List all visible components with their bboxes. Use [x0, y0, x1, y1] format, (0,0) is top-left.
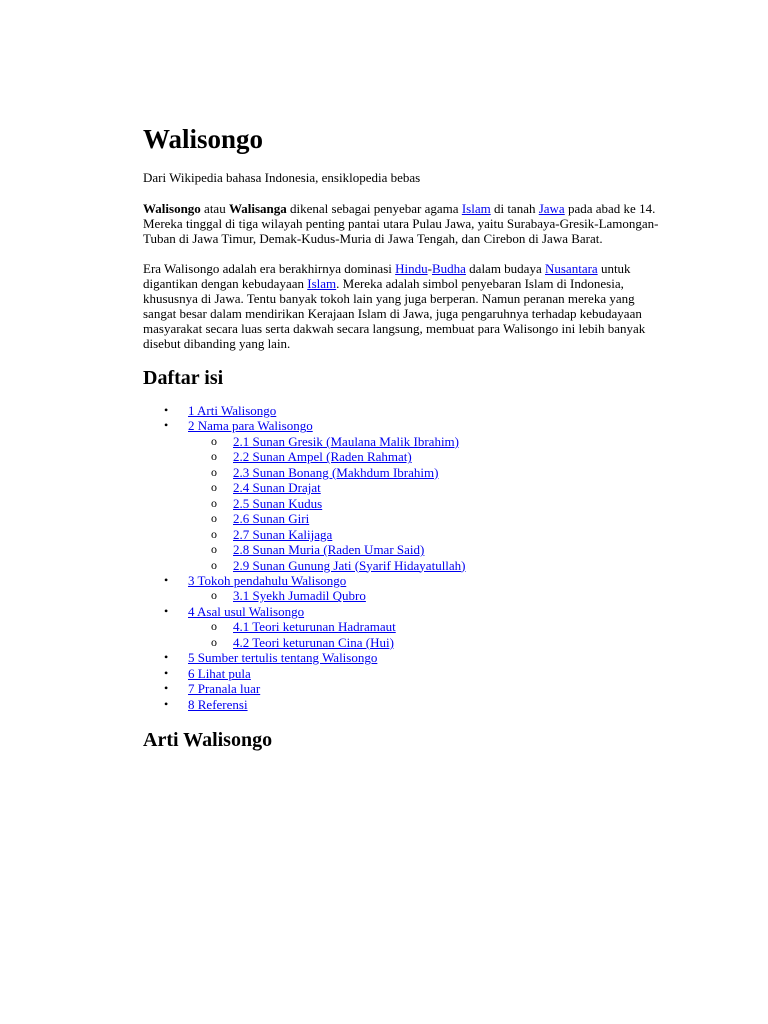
bold-term-walisanga: Walisanga [228, 201, 287, 216]
toc-sublist [188, 619, 663, 650]
link-jawa[interactable]: Jawa [538, 201, 565, 216]
toc-link-2[interactable]: 2 Nama para Walisongo [188, 418, 313, 434]
toc-subitem [188, 527, 663, 542]
text: . Mereka adalah simbol penyebaran Islam di Indonesia, khususnya di Jawa. Tentu banyak tokoh lain yang juga berperan. Namun peranan mereka yang sangat besar dalam mendirikan Kerajaan Islam di Jawa, juga pengaruhnya terhadap kebudayaan masyarakat secara luas serta dakwah secara langsung, membuat para Walisongo ini lebih banyak disebut dibanding yang lain. [143, 276, 646, 351]
link-budha[interactable]: Budha [431, 261, 466, 276]
toc-subitem [188, 511, 663, 526]
toc-subitem [188, 434, 663, 449]
toc-link-2-9[interactable]: 2.9 Sunan Gunung Jati (Syarif Hidayatullah) [233, 557, 466, 573]
toc-link-2-7[interactable]: 2.7 Sunan Kalijaga [233, 526, 333, 542]
toc-subitem [188, 619, 663, 634]
toc-item [143, 418, 663, 573]
toc-subitem [188, 542, 663, 557]
toc-item [143, 650, 663, 665]
toc-link-4[interactable]: 4 Asal usul Walisongo [188, 603, 305, 619]
toc-subitem [188, 480, 663, 495]
toc-heading: Daftar isi [143, 367, 224, 389]
table-of-contents [143, 403, 663, 712]
toc-link-2-1[interactable]: 2.1 Sunan Gresik (Maulana Malik Ibrahim) [233, 433, 460, 449]
link-hindu[interactable]: Hindu [395, 261, 428, 276]
toc-item [143, 697, 663, 712]
text: untuk digantikan dengan kebudayaan [143, 261, 631, 291]
text: - [427, 261, 432, 276]
text: dikenal sebagai penyebar agama [286, 201, 462, 216]
page-title: Walisongo [143, 124, 264, 154]
toc-link-1[interactable]: 1 Arti Walisongo [188, 403, 277, 418]
tagline: Dari Wikipedia bahasa Indonesia, ensiklopedia bebas [143, 170, 421, 185]
toc-subitem [188, 465, 663, 480]
toc-link-4-1[interactable]: 4.1 Teori keturunan Hadramaut [233, 619, 396, 635]
toc-sublist [188, 588, 663, 603]
toc-link-3[interactable]: 3 Tokoh pendahulu Walisongo [188, 572, 347, 588]
toc-link-2-6[interactable]: 2.6 Sunan Giri [233, 511, 310, 527]
bold-term-walisongo: Walisongo [143, 201, 201, 216]
link-nusantara[interactable]: Nusantara [544, 261, 598, 276]
toc-item [143, 666, 663, 681]
text: atau [200, 201, 229, 216]
toc-subitem [188, 635, 663, 650]
intro-paragraph [143, 201, 663, 246]
toc-link-2-5[interactable]: 2.5 Sunan Kudus [233, 495, 323, 511]
toc-link-2-3[interactable]: 2.3 Sunan Bonang (Makhdum Ibrahim) [233, 464, 439, 480]
text: dalam budaya [465, 261, 545, 276]
toc-link-8[interactable]: 8 Referensi [188, 696, 248, 712]
text: pada abad ke 14. Mereka tinggal di tiga wilayah penting pantai utara Pulau Jawa, yaitu Surabaya-Gresik-Lamongan-Tuban di Jawa Timur, Demak-Kudus-Muria di Jawa Tengah, dan Cirebon di Jawa Barat. [143, 201, 659, 246]
toc-subitem [188, 558, 663, 573]
toc-item [143, 681, 663, 696]
toc-link-2-8[interactable]: 2.8 Sunan Muria (Raden Umar Said) [233, 542, 425, 558]
toc-link-2-2[interactable]: 2.2 Sunan Ampel (Raden Rahmat) [233, 449, 412, 465]
toc-item [143, 604, 663, 650]
toc-link-4-2[interactable]: 4.2 Teori keturunan Cina (Hui) [233, 634, 394, 650]
toc-link-2-4[interactable]: 2.4 Sunan Drajat [233, 480, 321, 496]
toc-link-5[interactable]: 5 Sumber tertulis tentang Walisongo [188, 650, 378, 666]
section-heading: Arti Walisongo [143, 729, 273, 752]
toc-link-7[interactable]: 7 Pranala luar [188, 681, 261, 697]
toc-item [143, 573, 663, 604]
toc-sublist [188, 434, 663, 573]
text: Era Walisongo adalah era berakhirnya dominasi [143, 261, 396, 276]
era-paragraph [143, 261, 663, 351]
link-islam-2[interactable]: Islam [307, 276, 337, 291]
toc-link-3-1[interactable]: 3.1 Syekh Jumadil Qubro [233, 588, 366, 604]
toc-subitem [188, 588, 663, 603]
toc-link-6[interactable]: 6 Lihat pula [188, 665, 251, 681]
article [143, 124, 663, 752]
text: di tanah [490, 201, 539, 216]
toc-subitem [188, 496, 663, 511]
link-islam[interactable]: Islam [461, 201, 491, 216]
toc-subitem [188, 449, 663, 464]
toc-item [143, 403, 663, 418]
